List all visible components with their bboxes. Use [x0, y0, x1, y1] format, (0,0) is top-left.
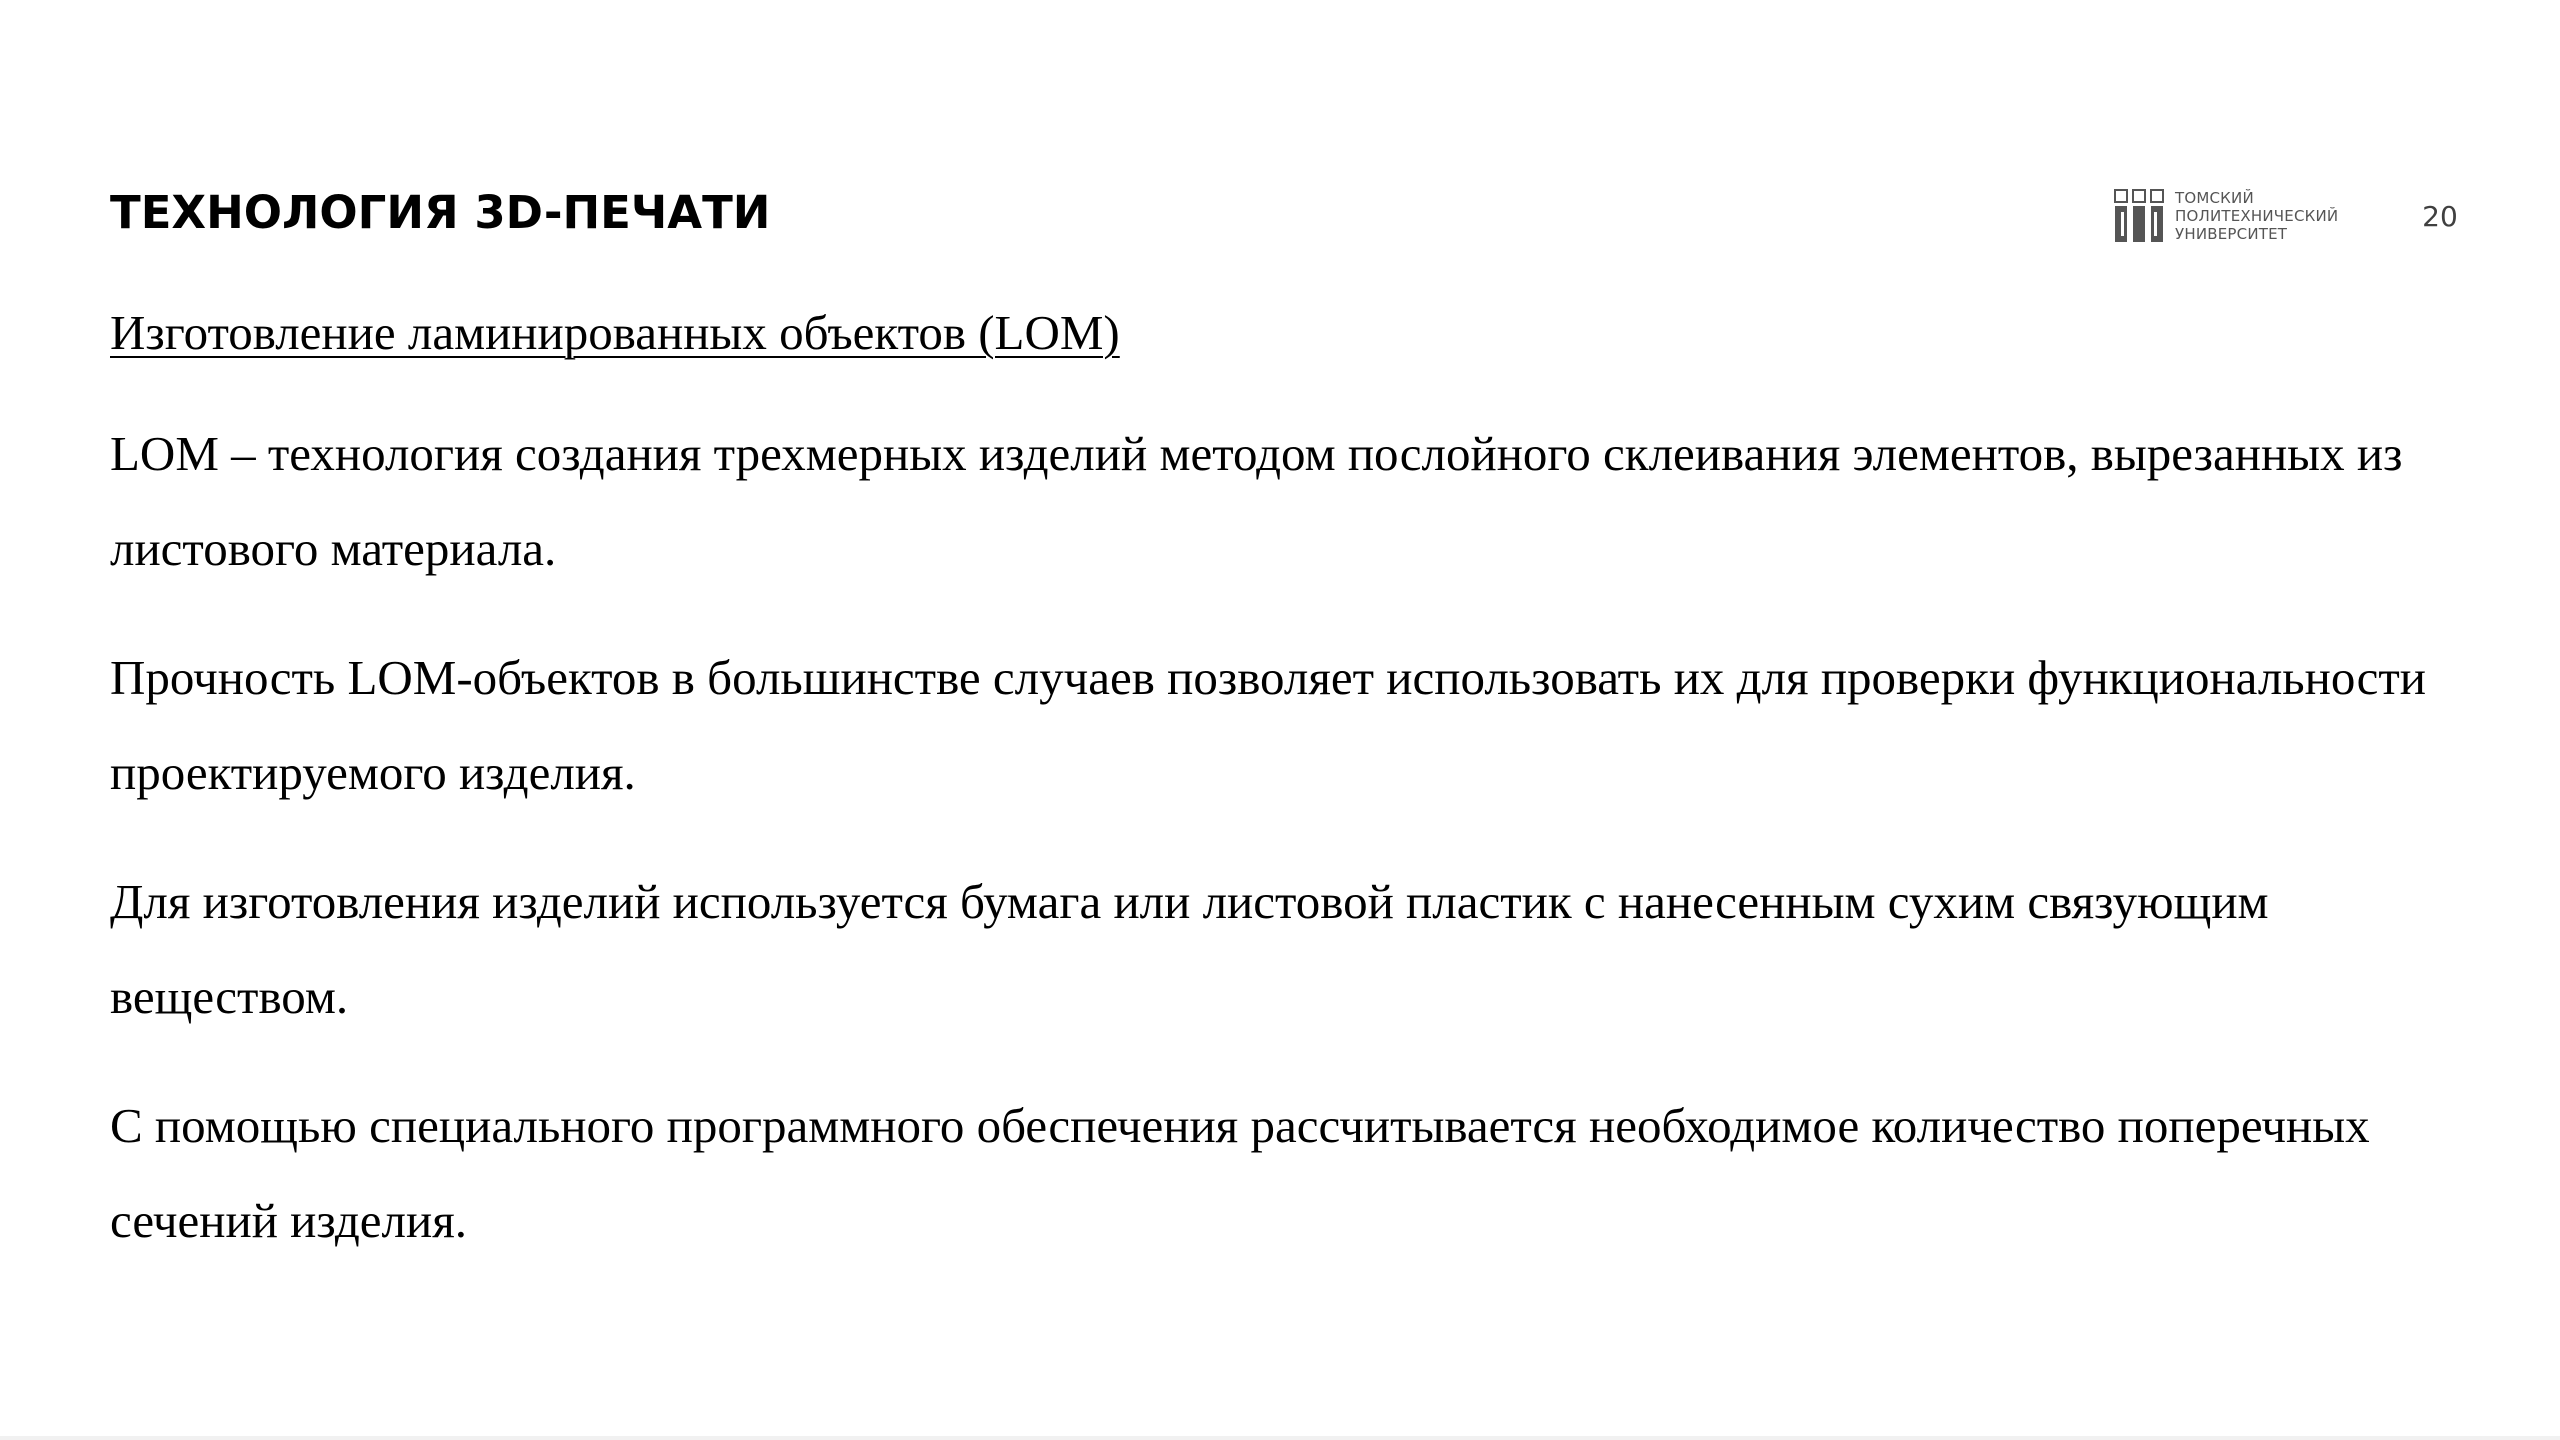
- paragraph-materials: Для изготовления изделий используется бумага или листовой пластик с нанесенным сухим связующим веществом.: [110, 874, 2269, 1024]
- slide-body: [110, 298, 2490, 1268]
- university-logo: [2113, 188, 2338, 244]
- logo-line-2: ПОЛИТЕХНИЧЕСКИЙ: [2175, 207, 2339, 225]
- paragraph-lom-strength: Прочность LOM-объектов в большинстве случаев позволяет использовать их для проверки функциональности проектируемого изделия.: [110, 650, 2426, 800]
- bottom-divider: [0, 1436, 2560, 1440]
- paragraph-lom-definition: LOM – технология создания трехмерных изделий методом послойного склеивания элементов, вырезанных из листового материала.: [110, 426, 2403, 576]
- logo-line-1: ТОМСКИЙ: [2175, 189, 2254, 207]
- page-number: 20: [2422, 200, 2458, 233]
- tpu-logo-icon: [2113, 188, 2165, 244]
- logo-line-3: УНИВЕРСИТЕТ: [2175, 225, 2288, 243]
- paragraph-software: С помощью специального программного обеспечения рассчитывается необходимое количество поперечных сечений изделия.: [110, 1098, 2370, 1248]
- slide-title: ТЕХНОЛОГИЯ 3D-ПЕЧАТИ: [110, 186, 771, 239]
- slide-subtitle: Изготовление ламинированных объектов (LOM): [110, 305, 1120, 360]
- logo-text: [2175, 189, 2338, 243]
